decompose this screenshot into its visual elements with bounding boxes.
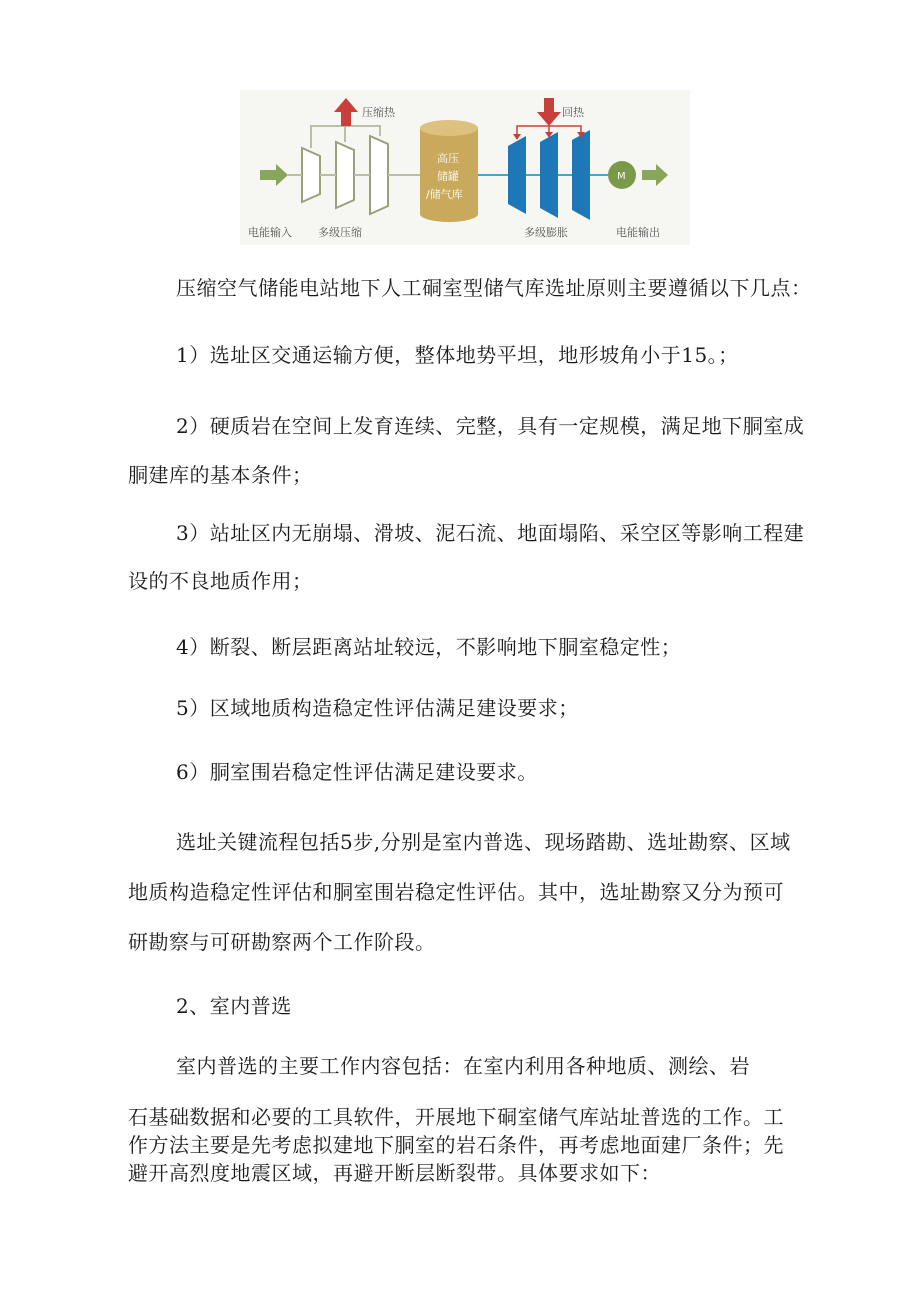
- tank-label-2: 储罐: [437, 170, 459, 183]
- list-item-5: 5）区域地质构造稳定性评估满足建设要求；: [176, 696, 579, 720]
- expansion-label: 多级膨胀: [524, 226, 568, 239]
- list-item-1: 1）选址区交通运输方便，整体地势平坦，地形坡角小于15。；: [176, 343, 739, 367]
- section-heading: 2、室内普选: [176, 994, 292, 1018]
- tank-label-3: /储气库: [426, 188, 463, 201]
- reheat-label: 回热: [562, 106, 584, 119]
- work-paragraph-line-2: 石基础数据和必要的工具软件，开展地下硐室储气库站址普选的工作。工: [128, 1105, 784, 1129]
- motor-label: M: [617, 171, 626, 182]
- input-label: 电能输入: [248, 226, 292, 239]
- work-paragraph-line-1: 室内普选的主要工作内容包括：在室内利用各种地质、测绘、岩: [176, 1054, 750, 1078]
- list-item-3-line-1: 3）站址区内无崩塌、滑坡、泥石流、地面塌陷、采空区等影响工程建: [176, 521, 805, 545]
- intro-paragraph: 压缩空气储能电站地下人工硐室型储气库选址原则主要遵循以下几点：: [176, 276, 812, 300]
- list-item-4: 4）断裂、断层距离站址较远，不影响地下胴室稳定性；: [176, 635, 682, 659]
- work-paragraph-line-3: 作方法主要是先考虑拟建地下胴室的岩石条件，再考虑地面建厂条件；先: [128, 1133, 784, 1157]
- tank-label-1: 高压: [437, 152, 459, 165]
- list-item-3-line-2: 设的不良地质作用；: [128, 569, 313, 593]
- compression-label: 多级压缩: [318, 226, 362, 239]
- list-item-2-line-1: 2）硬质岩在空间上发育连续、完整，具有一定规模，满足地下胴室成: [176, 414, 805, 438]
- compress-heat-label: 压缩热: [362, 106, 395, 119]
- caes-system-diagram: [240, 90, 690, 245]
- work-paragraph-line-4: 避开高烈度地震区域，再避开断层断裂带。具体要求如下：: [128, 1161, 661, 1185]
- list-item-2-line-2: 胴建库的基本条件；: [128, 463, 313, 487]
- list-item-6: 6）胴室围岩稳定性评估满足建设要求。: [176, 760, 538, 784]
- flow-paragraph-line-1: 选址关键流程包括5步,分别是室内普选、现场踏勘、选址勘察、区域: [176, 830, 791, 854]
- flow-paragraph-line-3: 研勘察与可研勘察两个工作阶段。: [128, 930, 436, 954]
- output-label: 电能输出: [616, 226, 660, 239]
- expander-stages: [508, 130, 590, 220]
- flow-paragraph-line-2: 地质构造稳定性评估和胴室围岩稳定性评估。其中，选址勘察又分为预可: [128, 880, 784, 904]
